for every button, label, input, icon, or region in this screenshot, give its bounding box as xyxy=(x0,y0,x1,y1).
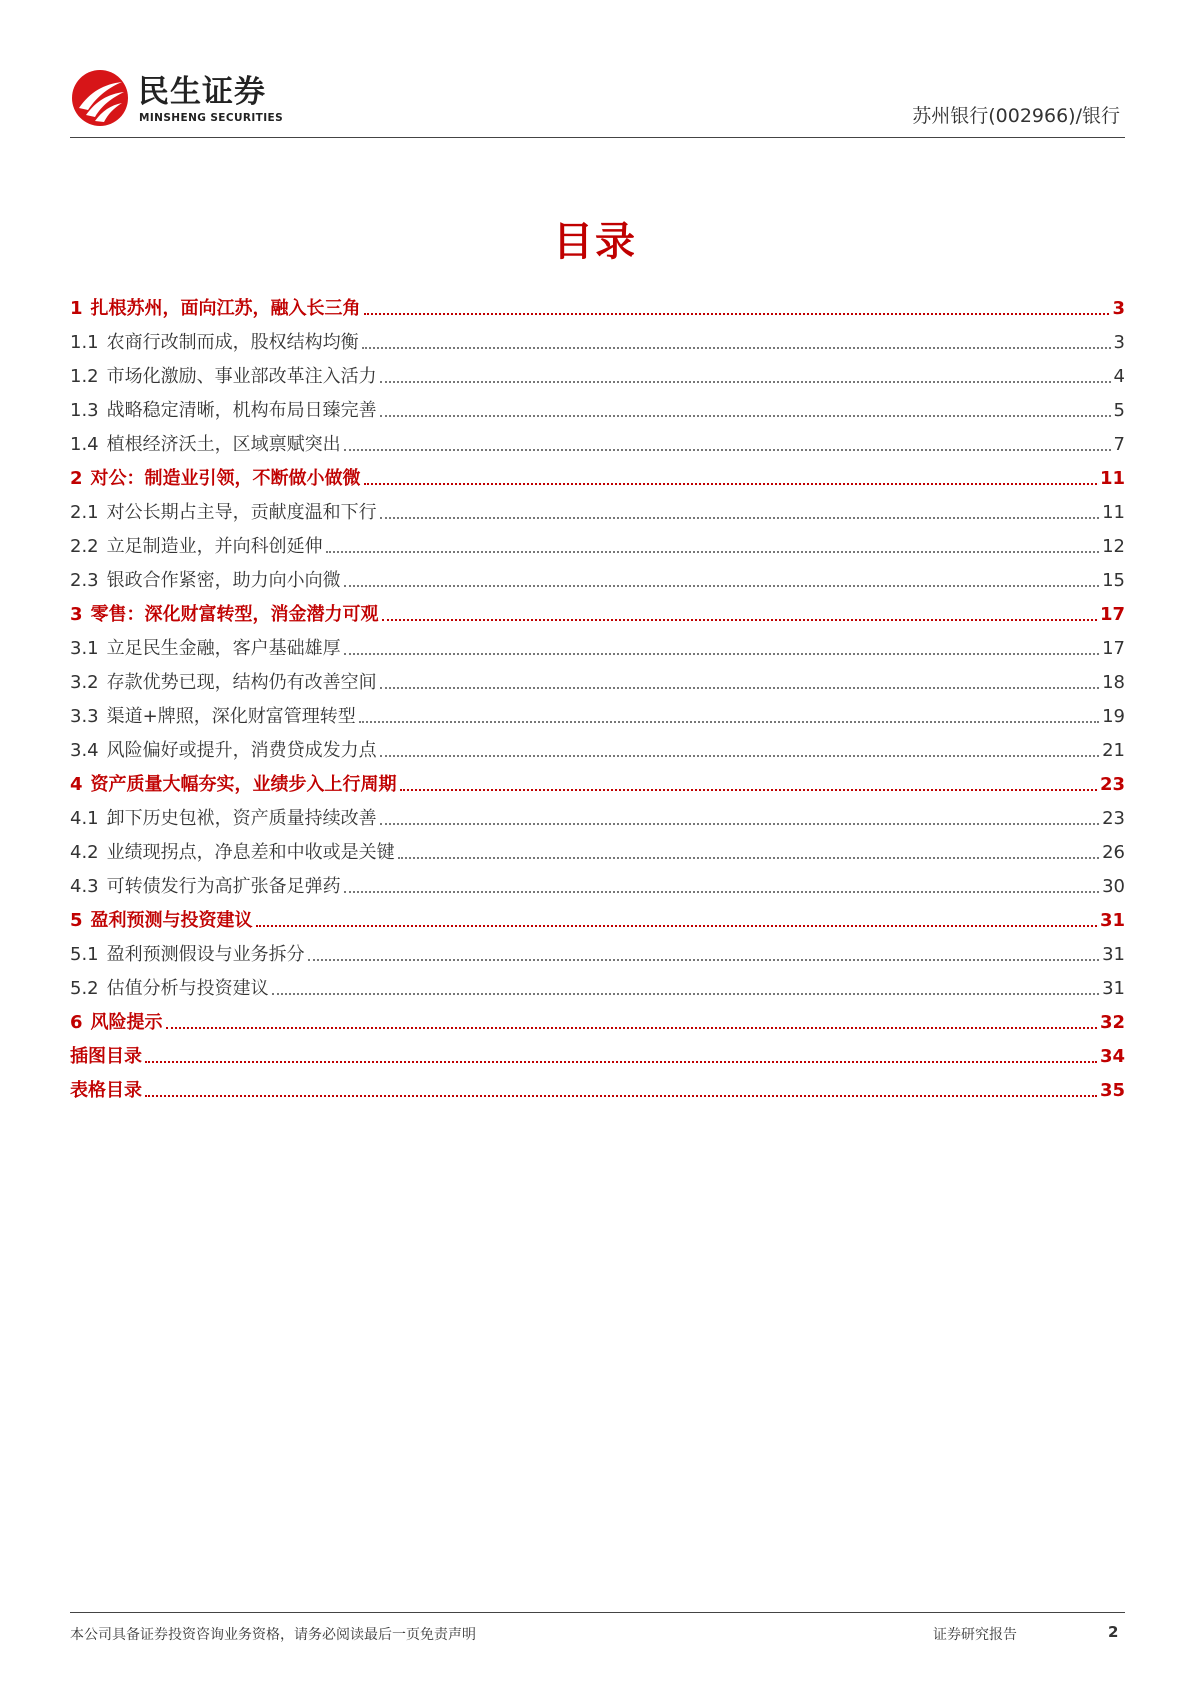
toc-entry-page: 30 xyxy=(1102,876,1125,897)
toc-dot-leader xyxy=(382,619,1097,621)
toc-subsection-entry[interactable] xyxy=(70,388,1125,422)
toc-entry-page: 18 xyxy=(1102,672,1125,693)
toc-subsection-entry[interactable] xyxy=(70,490,1125,524)
toc-subsection-entry[interactable] xyxy=(70,864,1125,898)
toc-entry-number: 4.2 xyxy=(70,842,99,863)
footer-page-number: 2 xyxy=(1108,1623,1119,1641)
toc-entry-number: 5 xyxy=(70,910,83,931)
toc-entry-text: 对公长期占主导，贡献度温和下行 xyxy=(106,502,377,523)
toc-entry-page: 26 xyxy=(1102,842,1125,863)
toc-entry-number: 2 xyxy=(70,468,83,489)
toc-section-entry[interactable] xyxy=(70,1068,1125,1102)
toc-entry-number: 2.2 xyxy=(70,536,99,557)
toc-entry-label xyxy=(70,570,341,592)
toc-dot-leader xyxy=(256,925,1097,927)
logo-name-en: MINSHENG SECURITIES xyxy=(139,112,284,124)
toc-entry-label xyxy=(70,502,377,524)
toc-entry-label xyxy=(70,740,377,762)
toc-entry-number: 1 xyxy=(70,298,83,319)
toc-entry-label xyxy=(70,434,341,456)
toc-entry-label xyxy=(70,842,395,864)
toc-entry-label xyxy=(70,1080,142,1102)
toc-entry-label xyxy=(70,536,323,558)
toc-entry-number: 1.1 xyxy=(70,332,99,353)
toc-entry-page: 11 xyxy=(1099,468,1125,489)
toc-entry-label xyxy=(70,774,397,796)
toc-dot-leader xyxy=(272,993,1099,995)
toc-subsection-entry[interactable] xyxy=(70,626,1125,660)
company-logo xyxy=(70,60,290,132)
toc-entry-number: 3 xyxy=(70,604,83,625)
toc-entry-label xyxy=(70,944,305,966)
toc-dot-leader xyxy=(344,891,1099,893)
toc-entry-page: 35 xyxy=(1099,1080,1125,1101)
toc-entry-number: 3.1 xyxy=(70,638,99,659)
toc-entry-number: 2.1 xyxy=(70,502,99,523)
toc-entry-label xyxy=(70,672,377,694)
toc-entry-label xyxy=(70,332,359,354)
toc-dot-leader xyxy=(380,687,1099,689)
toc-entry-number: 4.3 xyxy=(70,876,99,897)
toc-subsection-entry[interactable] xyxy=(70,728,1125,762)
toc-section-entry[interactable] xyxy=(70,762,1125,796)
toc-dot-leader xyxy=(326,551,1099,553)
toc-entry-number: 3.3 xyxy=(70,706,99,727)
toc-dot-leader xyxy=(344,585,1099,587)
toc-entry-page: 5 xyxy=(1113,400,1125,421)
toc-entry-number: 4.1 xyxy=(70,808,99,829)
toc-dot-leader xyxy=(145,1061,1097,1063)
toc-entry-label xyxy=(70,808,377,830)
toc-subsection-entry[interactable] xyxy=(70,660,1125,694)
toc-dot-leader xyxy=(166,1027,1097,1029)
logo-name-cn: 民生证券 xyxy=(138,74,266,110)
toc-entry-text: 立足民生金融，客户基础雄厚 xyxy=(106,638,341,659)
toc-section-entry[interactable] xyxy=(70,592,1125,626)
toc-entry-page: 11 xyxy=(1102,502,1125,523)
toc-entry-page: 23 xyxy=(1102,808,1125,829)
toc-entry-text: 资产质量大幅夯实，业绩步入上行周期 xyxy=(90,774,397,795)
toc-entry-label xyxy=(70,1012,163,1034)
toc-entry-text: 对公：制造业引领，不断做小做微 xyxy=(90,468,361,489)
toc-entry-text: 扎根苏州，面向江苏，融入长三角 xyxy=(90,298,361,319)
toc-entry-page: 15 xyxy=(1102,570,1125,591)
toc-entry-text: 业绩现拐点，净息差和中收或是关键 xyxy=(106,842,395,863)
toc-entry-page: 17 xyxy=(1102,638,1125,659)
toc-subsection-entry[interactable] xyxy=(70,932,1125,966)
toc-entry-text: 表格目录 xyxy=(70,1080,142,1101)
toc-section-entry[interactable] xyxy=(70,1034,1125,1068)
toc-entry-text: 估值分析与投资建议 xyxy=(106,978,269,999)
toc-entry-page: 7 xyxy=(1113,434,1125,455)
toc-entry-number: 5.1 xyxy=(70,944,99,965)
toc-subsection-entry[interactable] xyxy=(70,830,1125,864)
toc-dot-leader xyxy=(380,517,1099,519)
toc-section-entry[interactable] xyxy=(70,898,1125,932)
toc-dot-leader xyxy=(344,449,1111,451)
toc-entry-label xyxy=(70,1046,142,1068)
footer-report-type: 证券研究报告 xyxy=(933,1627,1017,1643)
toc-entry-page: 21 xyxy=(1102,740,1125,761)
toc-entry-label xyxy=(70,706,356,728)
toc-subsection-entry[interactable] xyxy=(70,524,1125,558)
toc-entry-text: 零售：深化财富转型，消金潜力可观 xyxy=(90,604,379,625)
toc-entry-page: 17 xyxy=(1099,604,1125,625)
toc-dot-leader xyxy=(359,721,1099,723)
toc-entry-text: 渠道+牌照，深化财富管理转型 xyxy=(106,706,356,727)
toc-entry-number: 1.4 xyxy=(70,434,99,455)
toc-subsection-entry[interactable] xyxy=(70,422,1125,456)
toc-entry-label xyxy=(70,366,377,388)
toc-entry-page: 34 xyxy=(1099,1046,1125,1067)
toc-entry-text: 银政合作紧密，助力向小向微 xyxy=(106,570,341,591)
toc-dot-leader xyxy=(308,959,1099,961)
toc-entry-page: 31 xyxy=(1099,910,1125,931)
toc-dot-leader xyxy=(364,483,1097,485)
toc-section-entry[interactable] xyxy=(70,1000,1125,1034)
toc-entry-text: 战略稳定清晰，机构布局日臻完善 xyxy=(106,400,377,421)
toc-entry-text: 立足制造业，并向科创延伸 xyxy=(106,536,323,557)
toc-entry-label xyxy=(70,468,361,490)
toc-entry-page: 4 xyxy=(1113,366,1125,387)
toc-entry-label xyxy=(70,400,377,422)
toc-section-entry[interactable] xyxy=(70,286,1125,320)
toc-entry-text: 盈利预测假设与业务拆分 xyxy=(106,944,305,965)
toc-entry-page: 32 xyxy=(1099,1012,1125,1033)
toc-entry-number: 3.4 xyxy=(70,740,99,761)
toc-entry-number: 2.3 xyxy=(70,570,99,591)
toc-subsection-entry[interactable] xyxy=(70,558,1125,592)
toc-entry-page: 31 xyxy=(1102,944,1125,965)
toc-entry-page: 23 xyxy=(1099,774,1125,795)
document-reference: 苏州银行(002966)/银行 xyxy=(912,105,1120,127)
toc-dot-leader xyxy=(145,1095,1097,1097)
toc-entry-number: 3.2 xyxy=(70,672,99,693)
toc-entry-label xyxy=(70,638,341,660)
toc-dot-leader xyxy=(362,347,1111,349)
toc-entry-text: 风险偏好或提升，消费贷成发力点 xyxy=(106,740,377,761)
toc-section-entry[interactable] xyxy=(70,456,1125,490)
toc-dot-leader xyxy=(398,857,1099,859)
toc-entry-text: 可转债发行为高扩张备足弹药 xyxy=(106,876,341,897)
toc-entry-label xyxy=(70,298,361,320)
toc-entry-number: 4 xyxy=(70,774,83,795)
toc-entry-text: 市场化激励、事业部改革注入活力 xyxy=(106,366,377,387)
toc-entry-text: 卸下历史包袱，资产质量持续改善 xyxy=(106,808,377,829)
toc-entry-text: 植根经济沃土，区域禀赋突出 xyxy=(106,434,341,455)
toc-entry-page: 12 xyxy=(1102,536,1125,557)
toc-entry-text: 存款优势已现，结构仍有改善空间 xyxy=(106,672,377,693)
toc-dot-leader xyxy=(380,823,1099,825)
toc-dot-leader xyxy=(400,789,1097,791)
toc-dot-leader xyxy=(380,415,1111,417)
toc-entry-label xyxy=(70,978,269,1000)
toc-dot-leader xyxy=(380,381,1111,383)
toc-dot-leader xyxy=(380,755,1099,757)
toc-entry-page: 3 xyxy=(1112,298,1125,319)
toc-entry-text: 插图目录 xyxy=(70,1046,142,1067)
footer-disclaimer: 本公司具备证券投资咨询业务资格，请务必阅读最后一页免责声明 xyxy=(70,1627,476,1643)
toc-entry-number: 5.2 xyxy=(70,978,99,999)
footer-divider xyxy=(70,1612,1125,1613)
toc-subsection-entry[interactable] xyxy=(70,966,1125,1000)
toc-entry-page: 3 xyxy=(1113,332,1125,353)
minsheng-logo-icon xyxy=(70,68,130,128)
toc-subsection-entry[interactable] xyxy=(70,354,1125,388)
toc-subsection-entry[interactable] xyxy=(70,796,1125,830)
page-header xyxy=(70,60,1120,138)
toc-entry-label xyxy=(70,876,341,898)
toc-dot-leader xyxy=(344,653,1099,655)
toc-entry-number: 1.3 xyxy=(70,400,99,421)
toc-entry-page: 31 xyxy=(1102,978,1125,999)
header-divider xyxy=(70,137,1125,138)
toc-entry-label xyxy=(70,604,379,626)
table-of-contents xyxy=(70,286,1125,1102)
toc-entry-text: 农商行改制而成，股权结构均衡 xyxy=(106,332,359,353)
toc-subsection-entry[interactable] xyxy=(70,694,1125,728)
toc-dot-leader xyxy=(364,313,1110,315)
toc-entry-label xyxy=(70,910,253,932)
toc-entry-text: 风险提示 xyxy=(90,1012,163,1033)
toc-entry-page: 19 xyxy=(1102,706,1125,727)
toc-title: 目录 xyxy=(553,219,637,265)
toc-entry-text: 盈利预测与投资建议 xyxy=(90,910,253,931)
toc-entry-number: 1.2 xyxy=(70,366,99,387)
toc-entry-number: 6 xyxy=(70,1012,83,1033)
toc-subsection-entry[interactable] xyxy=(70,320,1125,354)
